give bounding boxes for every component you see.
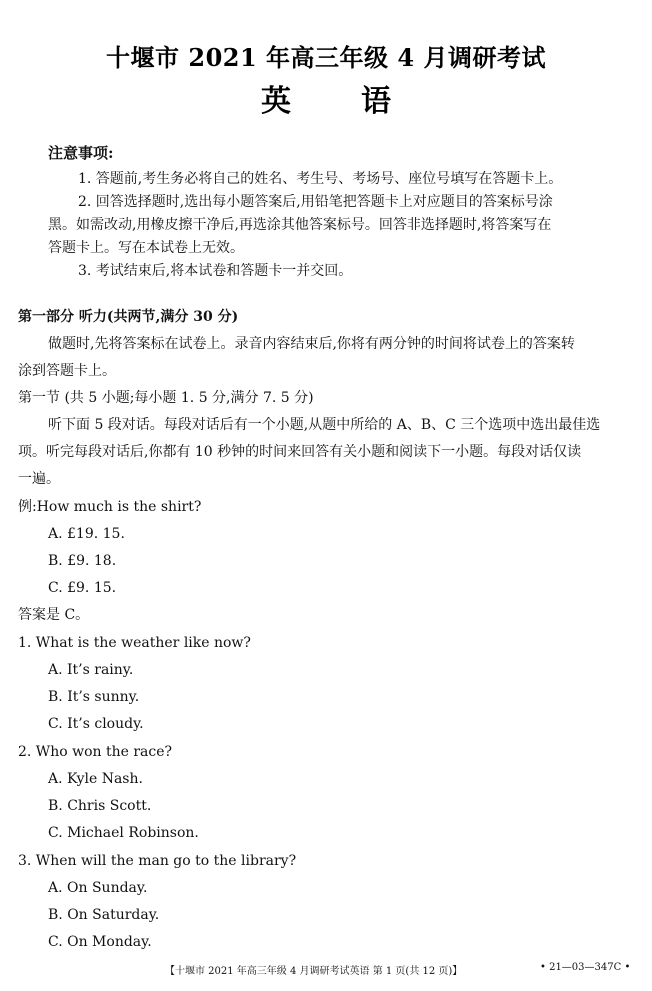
section1-instruction-line-3: 一遍。 <box>18 471 60 487</box>
subject-char-1: 英 <box>261 84 291 119</box>
notice-item-2-line-3: 答题卡上。写在本试卷上无效。 <box>48 240 244 256</box>
subject-char-2: 语 <box>361 84 391 119</box>
question-1-option-a: A. It’s rainy. <box>48 662 134 678</box>
exam-title: 十堰市 2021 年高三年级 4 月调研考试 <box>106 43 546 72</box>
example-option-b: B. £9. 18. <box>48 553 117 569</box>
footer-code: • 21—03—347C • <box>540 962 631 973</box>
question-1-option-c: C. It’s cloudy. <box>48 716 144 732</box>
notice-item-1: 1. 答题前,考生务必将自己的姓名、考生号、考场号、座位号填写在答题卡上。 <box>78 171 563 187</box>
question-1-option-b: B. It’s sunny. <box>48 689 140 705</box>
example-answer: 答案是 C。 <box>18 607 90 623</box>
part1-intro-line-1: 做题时,先将答案标在试卷上。录音内容结束后,你将有两分钟的时间将试卷上的答案转 <box>48 336 575 352</box>
section1-heading: 第一节 (共 5 小题;每小题 1. 5 分,满分 7. 5 分) <box>18 390 314 406</box>
question-3: 3. When will the man go to the library? <box>18 853 297 869</box>
notice-item-2-line-2: 黑。如需改动,用橡皮擦干净后,再选涂其他答案标号。回答非选择题时,将答案写在 <box>48 217 552 233</box>
question-3-option-b: B. On Saturday. <box>48 907 160 923</box>
question-3-option-a: A. On Sunday. <box>48 880 148 896</box>
part1-intro-line-2: 涂到答题卡上。 <box>18 363 116 379</box>
question-1: 1. What is the weather like now? <box>18 635 251 651</box>
notice-item-3: 3. 考试结束后,将本试卷和答题卡一并交回。 <box>78 263 353 279</box>
question-2-option-c: C. Michael Robinson. <box>48 825 199 841</box>
section1-instruction-line-2: 项。听完每段对话后,你都有 10 秒钟的时间来回答有关小题和阅读下一小题。每段对话仅读 <box>18 444 582 460</box>
section1-instruction-line-1: 听下面 5 段对话。每段对话后有一个小题,从题中所给的 A、B、C 三个选项中选出最佳选 <box>48 417 601 433</box>
footer-page-info: 【十堰市 2021 年高三年级 4 月调研考试英语 第 1 页(共 12 页)】 <box>165 966 463 977</box>
notice-heading: 注意事项: <box>48 144 114 162</box>
question-2: 2. Who won the race? <box>18 744 173 760</box>
notice-item-2-line-1: 2. 回答选择题时,选出每小题答案后,用铅笔把答题卡上对应题目的答案标号涂 <box>78 194 553 210</box>
question-2-option-a: A. Kyle Nash. <box>48 771 143 787</box>
question-3-option-c: C. On Monday. <box>48 934 152 950</box>
example-question: 例:How much is the shirt? <box>18 499 202 515</box>
question-2-option-b: B. Chris Scott. <box>48 798 152 814</box>
subject-title <box>0 76 652 120</box>
part1-heading: 第一部分 听力(共两节,满分 30 分) <box>18 309 239 325</box>
example-option-c: C. £9. 15. <box>48 580 117 596</box>
example-option-a: A. £19. 15. <box>48 526 125 542</box>
